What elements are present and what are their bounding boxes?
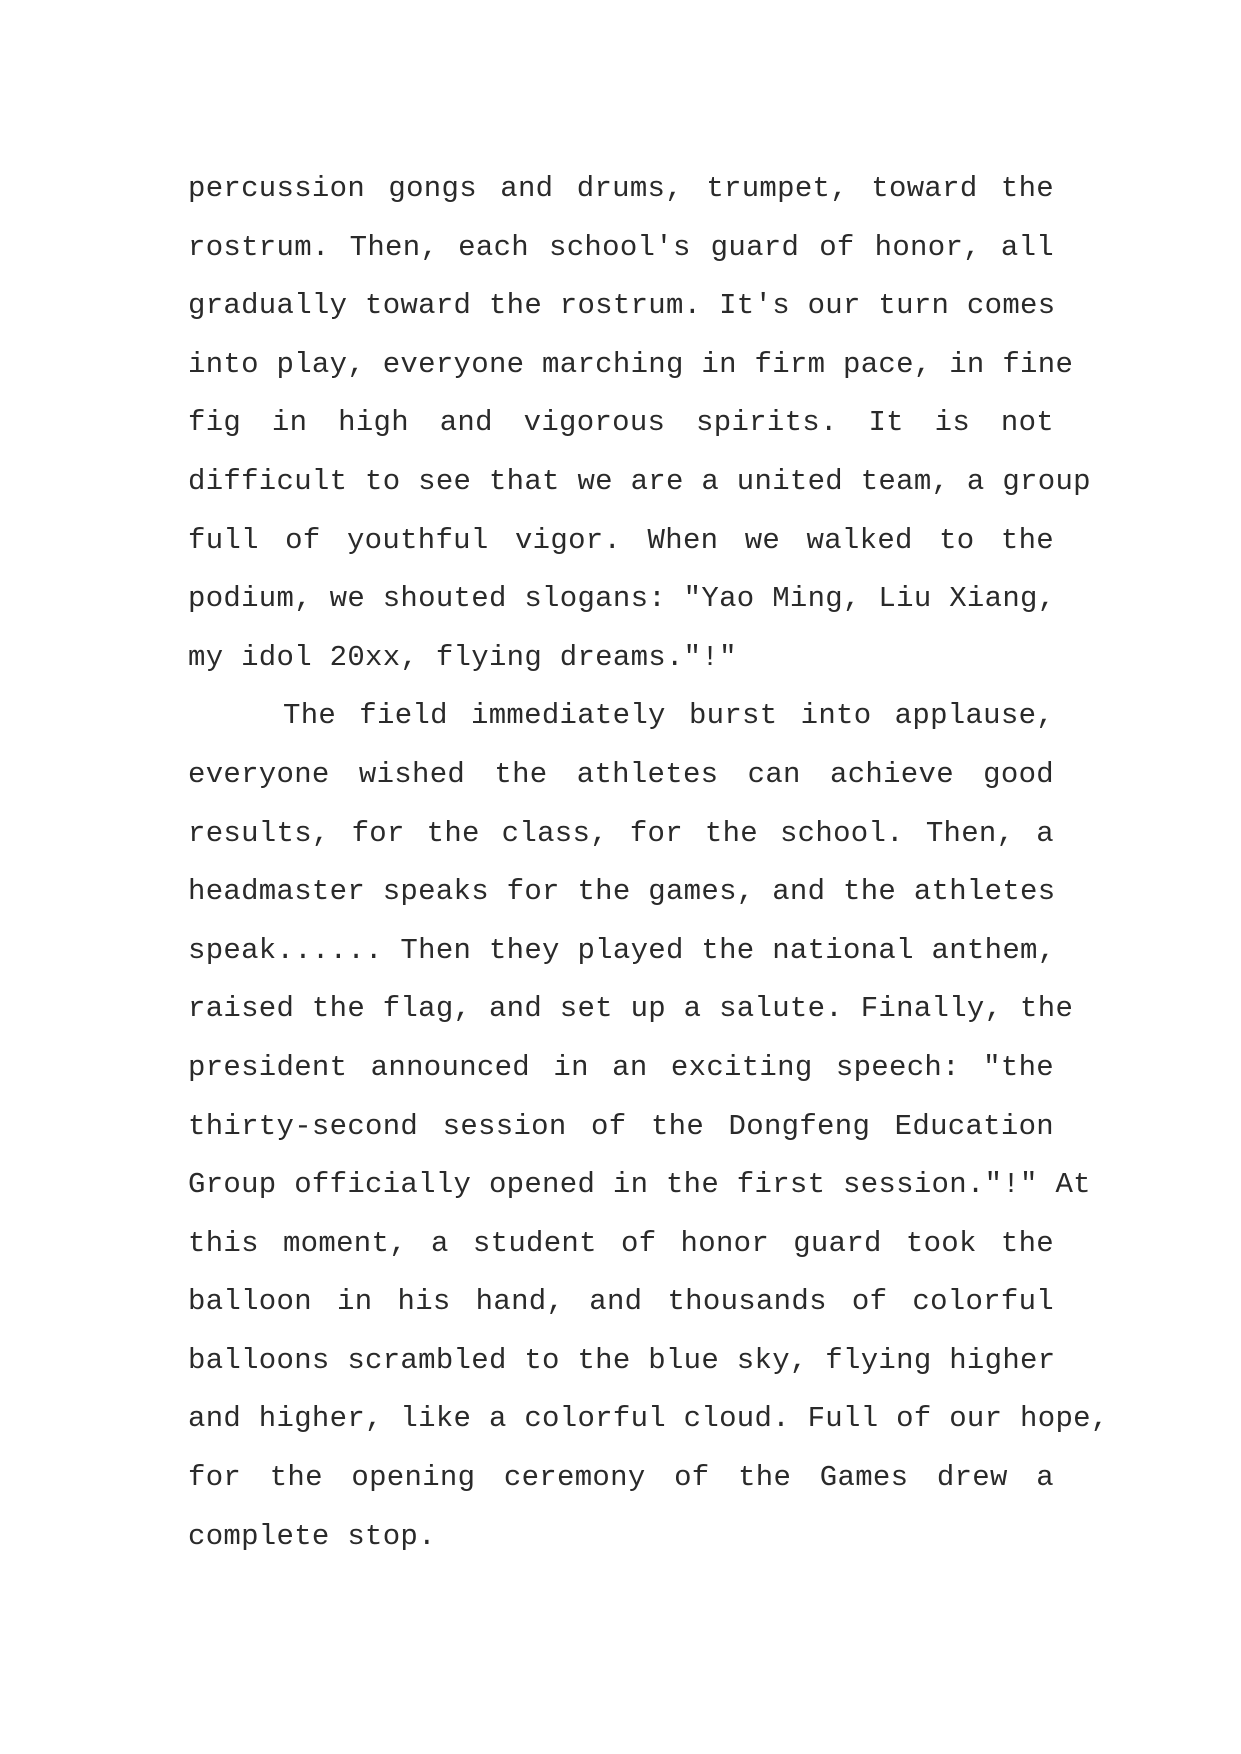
text-line: rostrum. Then, each school's guard of honor, all bbox=[188, 230, 1054, 264]
text-line: raised the flag, and set up a salute. Finally, the bbox=[188, 992, 1074, 1026]
text-line: gradually toward the rostrum. It's our turn comes bbox=[188, 289, 1056, 323]
text-line: into play, everyone marching in firm pace, in fine bbox=[188, 347, 1074, 381]
text-line: balloon in his hand, and thousands of colorful bbox=[188, 1285, 1054, 1319]
text-line: headmaster speaks for the games, and the athletes bbox=[188, 875, 1056, 909]
text-line: difficult to see that we are a united team, a group bbox=[188, 464, 1091, 498]
text-line: percussion gongs and drums, trumpet, toward the bbox=[188, 172, 1054, 205]
text-line: The field immediately burst into applause, bbox=[283, 699, 1054, 733]
text-line: Group officially opened in the first session."!" At bbox=[188, 1168, 1091, 1202]
text-line: speak...... Then they played the national anthem, bbox=[188, 933, 1056, 967]
text-line: balloons scrambled to the blue sky, flying higher bbox=[188, 1343, 1056, 1377]
body-text bbox=[188, 160, 1109, 1566]
text-line: and higher, like a colorful cloud. Full of our hope, bbox=[188, 1402, 1109, 1436]
text-line: for the opening ceremony of the Games drew a bbox=[188, 1461, 1054, 1495]
paragraph-2 bbox=[188, 687, 1109, 1566]
text-line: thirty-second session of the Dongfeng Education bbox=[188, 1109, 1054, 1143]
text-line: complete stop. bbox=[188, 1519, 436, 1553]
text-line: everyone wished the athletes can achieve good bbox=[188, 757, 1054, 791]
text-line: this moment, a student of honor guard took the bbox=[188, 1226, 1054, 1260]
text-line: my idol 20xx, flying dreams."!" bbox=[188, 640, 737, 674]
text-line: results, for the class, for the school. Then, a bbox=[188, 816, 1054, 850]
text-line: full of youthful vigor. When we walked to the bbox=[188, 523, 1054, 557]
text-line: podium, we shouted slogans: "Yao Ming, Liu Xiang, bbox=[188, 582, 1056, 616]
text-line: president announced in an exciting speech: "the bbox=[188, 1050, 1054, 1084]
text-line: fig in high and vigorous spirits. It is not bbox=[188, 406, 1054, 440]
paragraph-1 bbox=[188, 160, 1091, 687]
